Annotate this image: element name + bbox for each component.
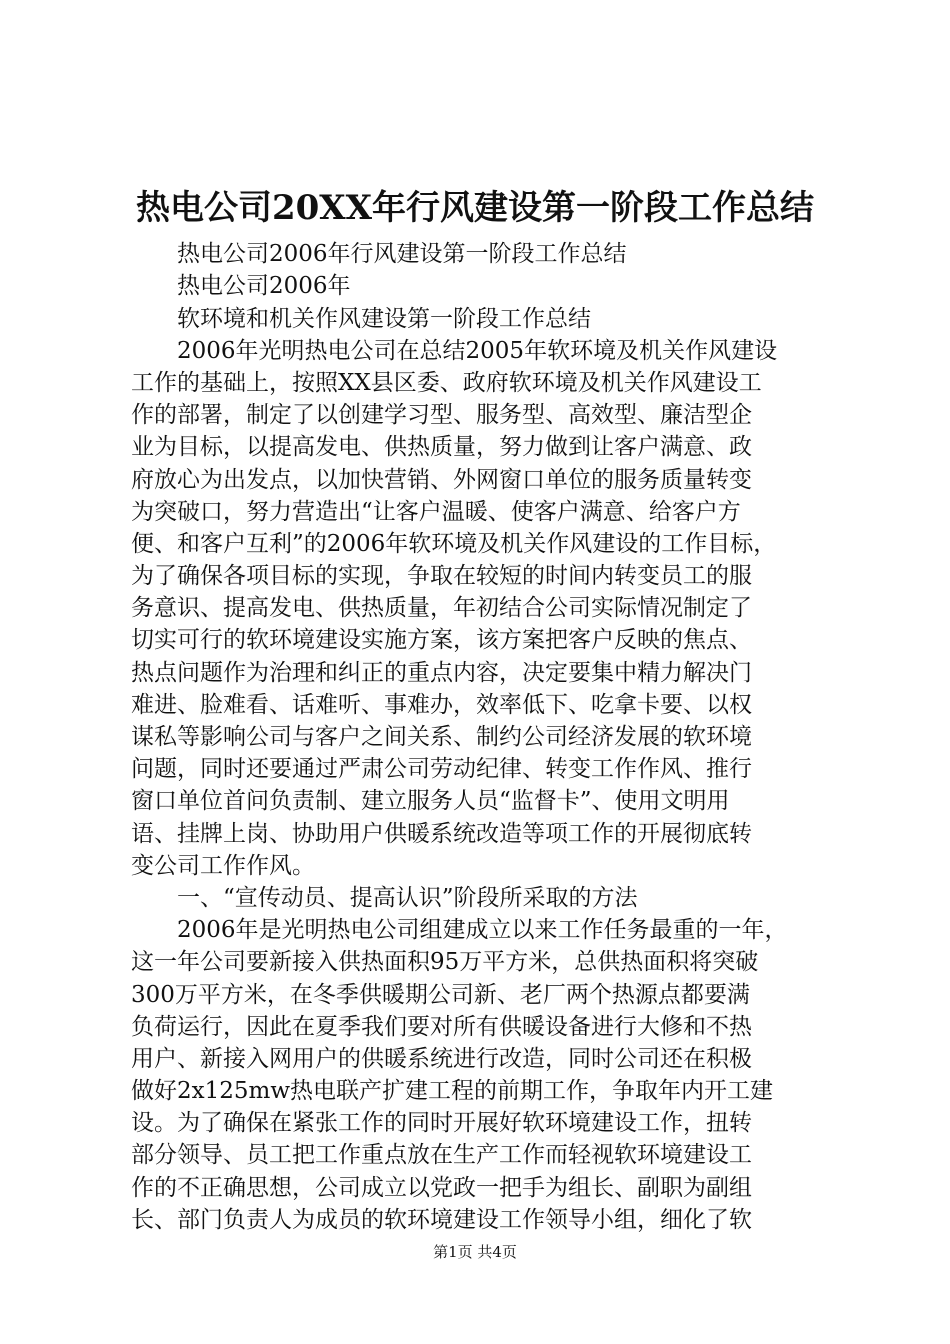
body-line: 问题，同时还要通过严肃公司劳动纪律、转变工作作风、推行 xyxy=(131,756,752,783)
body-line: 部分领导、员工把工作重点放在生产工作而轻视软环境建设工 xyxy=(131,1142,752,1169)
body-line: 这一年公司要新接入供热面积95万平方米，总供热面积将突破 xyxy=(131,949,759,976)
body-line: 一、“宣传动员、提高认识”阶段所采取的方法 xyxy=(177,884,638,911)
body-line: 作的不正确思想，公司成立以党政一把手为组长、副职为副组 xyxy=(131,1174,752,1201)
page-footer: 第1页 共4页 xyxy=(433,1243,517,1261)
body-line: 300万平方米，在冬季供暖期公司新、老厂两个热源点都要满 xyxy=(131,981,750,1008)
body-line: 热电公司2006年 xyxy=(177,273,351,300)
body-line: 2006年光明热电公司在总结2005年软环境及机关作风建设 xyxy=(177,337,778,364)
body-line: 负荷运行，因此在夏季我们要对所有供暖设备进行大修和不热 xyxy=(131,1013,752,1040)
body-line: 为突破口，努力营造出“让客户温暖、使客户满意、给客户方 xyxy=(131,498,741,525)
body-line: 做好2x125mw热电联产扩建工程的前期工作，争取年内开工建 xyxy=(131,1078,774,1105)
body-line: 设。为了确保在紧张工作的同时开展好软环境建设工作，扭转 xyxy=(131,1110,752,1137)
document-title: 热电公司20XX年行风建设第一阶段工作总结 xyxy=(135,188,815,228)
body-line xyxy=(131,206,831,238)
body-line: 作的部署，制定了以创建学习型、服务型、高效型、廉洁型企 xyxy=(131,402,752,429)
body-line: 热点问题作为治理和纠正的重点内容，决定要集中精力解决门 xyxy=(131,659,752,686)
body-line: 府放心为出发点，以加快营销、外网窗口单位的服务质量转变 xyxy=(131,466,752,493)
body-line: 长、部门负责人为成员的软环境建设工作领导小组，细化了软 xyxy=(131,1206,752,1233)
body-line: 务意识、提高发电、供热质量，年初结合公司实际情况制定了 xyxy=(131,595,752,622)
body-line: 切实可行的软环境建设实施方案，该方案把客户反映的焦点、 xyxy=(131,627,752,654)
body-line: 难进、脸难看、话难听、事难办，效率低下、吃拿卡要、以权 xyxy=(131,691,752,718)
body-line: 工作的基础上，按照XX县区委、政府软环境及机关作风建设工 xyxy=(131,369,762,396)
body-line: 用户、新接入网用户的供暖系统进行改造，同时公司还在积极 xyxy=(131,1045,752,1072)
body-line: 谋私等影响公司与客户之间关系、制约公司经济发展的软环境 xyxy=(131,724,752,750)
body-line: 窗口单位首问负责制、建立服务人员“监督卡”、使用文明用 xyxy=(131,788,730,815)
body-line: 业为目标，以提高发电、供热质量，努力做到让客户满意、政 xyxy=(131,434,752,461)
body-line: 便、和客户互利”的2006年软环境及机关作风建设的工作目标， xyxy=(131,530,777,557)
body-line: 变公司工作作风。 xyxy=(131,852,315,879)
body-line: 2006年是光明热电公司组建成立以来工作任务最重的一年， xyxy=(177,917,788,944)
body-line: 为了确保各项目标的实现，争取在较短的时间内转变员工的服 xyxy=(131,563,752,590)
body-line: 语、挂牌上岗、协助用户供暖系统改造等项工作的开展彻底转 xyxy=(131,820,752,847)
document-body xyxy=(131,206,831,1236)
body-line: 热电公司2006年行风建设第一阶段工作总结 xyxy=(177,241,627,268)
body-line: 软环境和机关作风建设第一阶段工作总结 xyxy=(177,305,591,332)
